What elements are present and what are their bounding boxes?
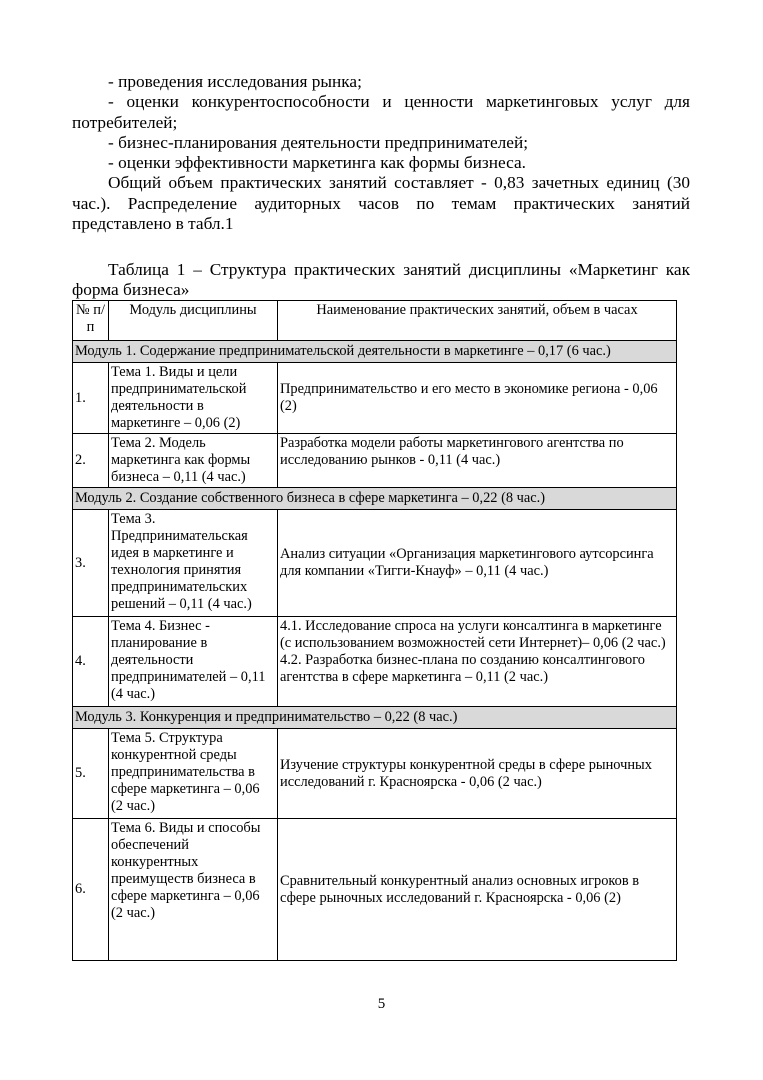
practical-lessons-table <box>72 300 677 961</box>
row-lesson: 4.1. Исследование спроса на услуги консалтинга в маркетинге (с использованием возможностей сети Интернет)– 0,06 (2 час.) <box>280 618 666 651</box>
row-lesson: Анализ ситуации «Организация маркетингового аутсорсинга для компании «Тигги-Кнауф» – 0,11 (4 час.) <box>278 510 677 617</box>
section-title: Модуль 2. Создание собственного бизнеса в сфере маркетинга – 0,22 (8 час.) <box>73 488 677 510</box>
row-lesson: Сравнительный конкурентный анализ основных игроков в сфере рыночных исследований г. Красноярска - 0,06 (2) <box>278 819 677 961</box>
page-number: 5 <box>377 996 386 1012</box>
row-topic: Тема 4. Бизнес - планирование в деятельности предпринимателей – 0,11 (4 час.) <box>109 617 278 707</box>
table-row <box>73 729 677 819</box>
section-title: Модуль 1. Содержание предпринимательской деятельности в маркетинге – 0,17 (6 час.) <box>73 341 677 363</box>
header-num: № п/п <box>73 301 109 341</box>
intro-line: - бизнес-планирования деятельности предпринимателей; <box>108 132 529 152</box>
section-row <box>73 341 677 363</box>
table-row <box>73 510 677 617</box>
row-topic: Тема 2. Модель маркетинга как формы бизнеса – 0,11 (4 час.) <box>109 434 278 488</box>
row-topic: Тема 3. Предпринимательская идея в маркетинге и технология принятия предпринимательских решений – 0,11 (4 час.) <box>109 510 278 617</box>
header-lessons: Наименование практических занятий, объем в часах <box>278 301 677 341</box>
table-row <box>73 819 677 961</box>
header-module: Модуль дисциплины <box>109 301 278 341</box>
table-row <box>73 617 677 707</box>
row-lesson: Изучение структуры конкурентной среды в сфере рыночных исследований г. Красноярска - 0,06 (2 час.) <box>278 729 677 819</box>
row-lesson-2: 4.2. Разработка бизнес-плана по созданию консалтингового агентства в сфере маркетинга – 0,11 (2 час.) <box>280 652 645 685</box>
intro-paragraph: Общий объем практических занятий составляет - 0,83 зачетных единиц (30 час.). Распределение аудиторных часов по темам практических занятий представлено в табл.1 <box>72 173 690 234</box>
table-caption-text: Таблица 1 – Структура практических занятий дисциплины «Маркетинг как форма бизнеса» <box>72 260 690 299</box>
row-num: 5. <box>73 729 109 819</box>
table-row <box>73 363 677 434</box>
row-topic: Тема 5. Структура конкурентной среды предпринимательства в сфере маркетинга – 0,06 (2 час.) <box>109 729 278 819</box>
row-lesson-group <box>278 617 677 707</box>
table-header-row <box>73 301 677 341</box>
row-topic: Тема 6. Виды и способы обеспечений конкурентных преимуществ бизнеса в сфере маркетинга – 0,06 (2 час.) <box>109 819 278 961</box>
row-lesson: Разработка модели работы маркетингового агентства по исследованию рынков - 0,11 (4 час.) <box>278 434 677 488</box>
row-num: 4. <box>73 617 109 707</box>
row-num: 3. <box>73 510 109 617</box>
row-lesson: Предпринимательство и его место в экономике региона - 0,06 (2) <box>278 363 677 434</box>
intro-line: - оценки эффективности маркетинга как формы бизнеса. <box>108 153 526 173</box>
row-num: 6. <box>73 819 109 961</box>
intro-line: - проведения исследования рынка; <box>108 72 362 91</box>
section-row <box>73 707 677 729</box>
row-num: 1. <box>73 363 109 434</box>
table-row <box>73 434 677 488</box>
table-caption <box>72 260 690 300</box>
intro-text <box>72 72 690 234</box>
row-num: 2. <box>73 434 109 488</box>
section-row <box>73 488 677 510</box>
row-topic: Тема 1. Виды и цели предпринимательской деятельности в маркетинге – 0,06 (2) <box>109 363 278 434</box>
section-title: Модуль 3. Конкуренция и предпринимательство – 0,22 (8 час.) <box>73 707 677 729</box>
intro-line: - оценки конкурентоспособности и ценности маркетинговых услуг для потребителей; <box>72 92 690 132</box>
